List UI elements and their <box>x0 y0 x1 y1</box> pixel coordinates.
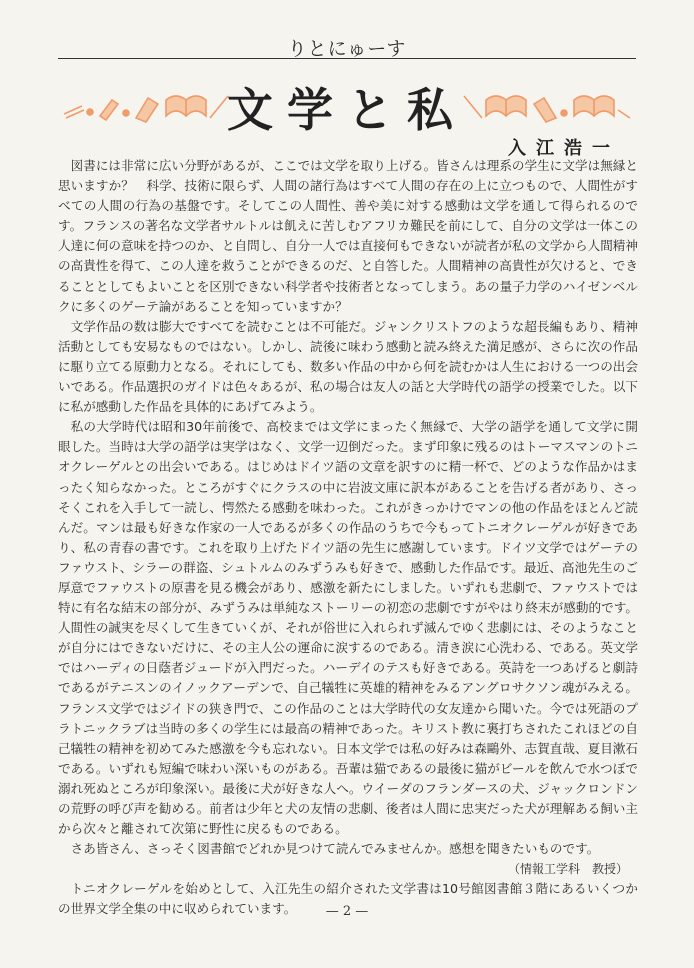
page-number: — 2 — <box>325 904 369 919</box>
article-author: 入江浩一 <box>508 138 620 159</box>
article-paragraph: さあ皆さん、さっそく図書館でどれか見つけて読んでみませんか。感想を聞きたいものです。 <box>70 841 600 857</box>
newsletter-title: りとにゅーす <box>287 38 407 60</box>
article-body <box>58 156 638 919</box>
title-band <box>58 74 636 137</box>
author-affiliation: （情報工学科 教授） <box>507 862 628 877</box>
newsletter-header <box>58 16 636 59</box>
article-title: 文学と私 <box>227 83 467 137</box>
book-pencil-decoration-icon <box>462 86 632 126</box>
article-paragraph: 私の大学時代は昭和30年前後で、高校までは文学にまったく無縁で、大学の語学を通して文学に開眼した。当時は大学の語学は実学はなく、文学一辺倒だった。まず印象に残るのはトーマスマンのトニオクレーゲルとの出会いである。はじめはドイツ語の文章を訳すのに精一杯で、どのような作品かはまったく知らなかった。ところがすぐにクラスの中に岩波文庫に訳本があることを告げる者があり、さっそくこれを入手して一読し、愕然たる感動を味わった。これがきっかけでマンの他の作品をほとんど読んだ。マンは最も好きな作家の一人であるが多くの作品のうちで今もってトニオクレーゲルが好きであり、私の青春の書です。これを取り上げたドイツ語の先生に感謝しています。ドイツ文学ではゲーテのファウスト、シラーの群盗、シュトルムのみずうみも好きで、感動した作品です。最近、高池先生のご厚意でファウストの原書を見る機会があり、感激を新たにしました。いずれも悲劇で、ファウストでは特に有名な結末の部分が、みずうみは単純なストーリーの初恋の悲劇ですがやはり終末が感動的です。人間性の誠実を尽くして生きていくが、それが俗世に入れられず滅んでゆく悲劇には、そのようなことが自分にはできないだけに、その主人公の運命に涙するのである。清き涙に心洗わる、である。英文学ではハーディの日蔭者ジュードが入門だった。ハーデイのテスも好きである。英詩を一つあげると劇詩であるがテニスンのイノックアーデンで、自己犠牲に英雄的精神をみるアングロサクソン魂がみえる。フランス文学ではジイドの狭き門で、この作品のことは大学時代の女友達から聞いた。今では死語のプラトニックラブは当時の多くの学生には最高の精神であった。キリスト教に裏打ちされたこれほどの自己犠牲の精神を初めてみた感激を今も忘れない。日本文学では私の好みは森鷗外、志賀直哉、夏目漱石である。いずれも短編で味わい深いものがある。吾輩は猫であるの最後に猫がビールを飲んで水つぼで溺れ死ぬところが印象深い。最後に犬が好きな人へ。ウイーダのフランダースの犬、ジャックロンドンの荒野の呼び声を勧める。前者は少年と犬の友情の悲劇、後者は人間に忠実だった犬が理解ある飼い主から次々と離されて次第に野性に戻るものである。 <box>58 419 638 837</box>
editor-note: トニオクレーゲルを始めとして、入江先生の紹介された文学書は10号館図書館３階にあるいくつかの世界文学全集の中に収められています。 <box>58 881 638 917</box>
article-paragraph: 文学作品の数は膨大ですべてを読むことは不可能だ。ジャンクリストフのような超長編もあり、精神活動としても安易なものではない。しかし、読後に味わう感動と読み終えた満足感が、さらに次の作品に駆り立てる原動力となる。それにしても、数多い作品の中から何を読むかは人生における一つの出会いである。作品選択のガイドは色々あるが、私の場合は友人の話と大学時代の語学の授業でした。以下に私が感動した作品を具体的にあげてみよう。 <box>58 318 638 415</box>
article-paragraph: 図書には非常に広い分野があるが、ここでは文学を取り上げる。皆さんは理系の学生に文学は無縁と思いますか？ 科学、技術に限らず、人間の諸行為はすべて人間の存在の上に立つもので、人間性がすべての人間の行為の基盤です。そしてこの人間性、善や美に対する感動は文学を通して得られるのです。フランスの著名な文学者サルトルは飢えに苦しむアフリカ難民を前にして、自分の文学は一体この人達に何の意味を持つのか、と自問し、自分一人では直接何もできないが読者が私の文学から人間精神の高貴性を得て、この人達を救うことができるのだ、と自答した。人間精神の高貴性が欠けると、できることとしてもよいことを区別できない科学者や技術者となってしまう。あの量子力学のハイゼンベルクに多くのゲーテ論があることを知っていますか？ <box>58 158 638 314</box>
